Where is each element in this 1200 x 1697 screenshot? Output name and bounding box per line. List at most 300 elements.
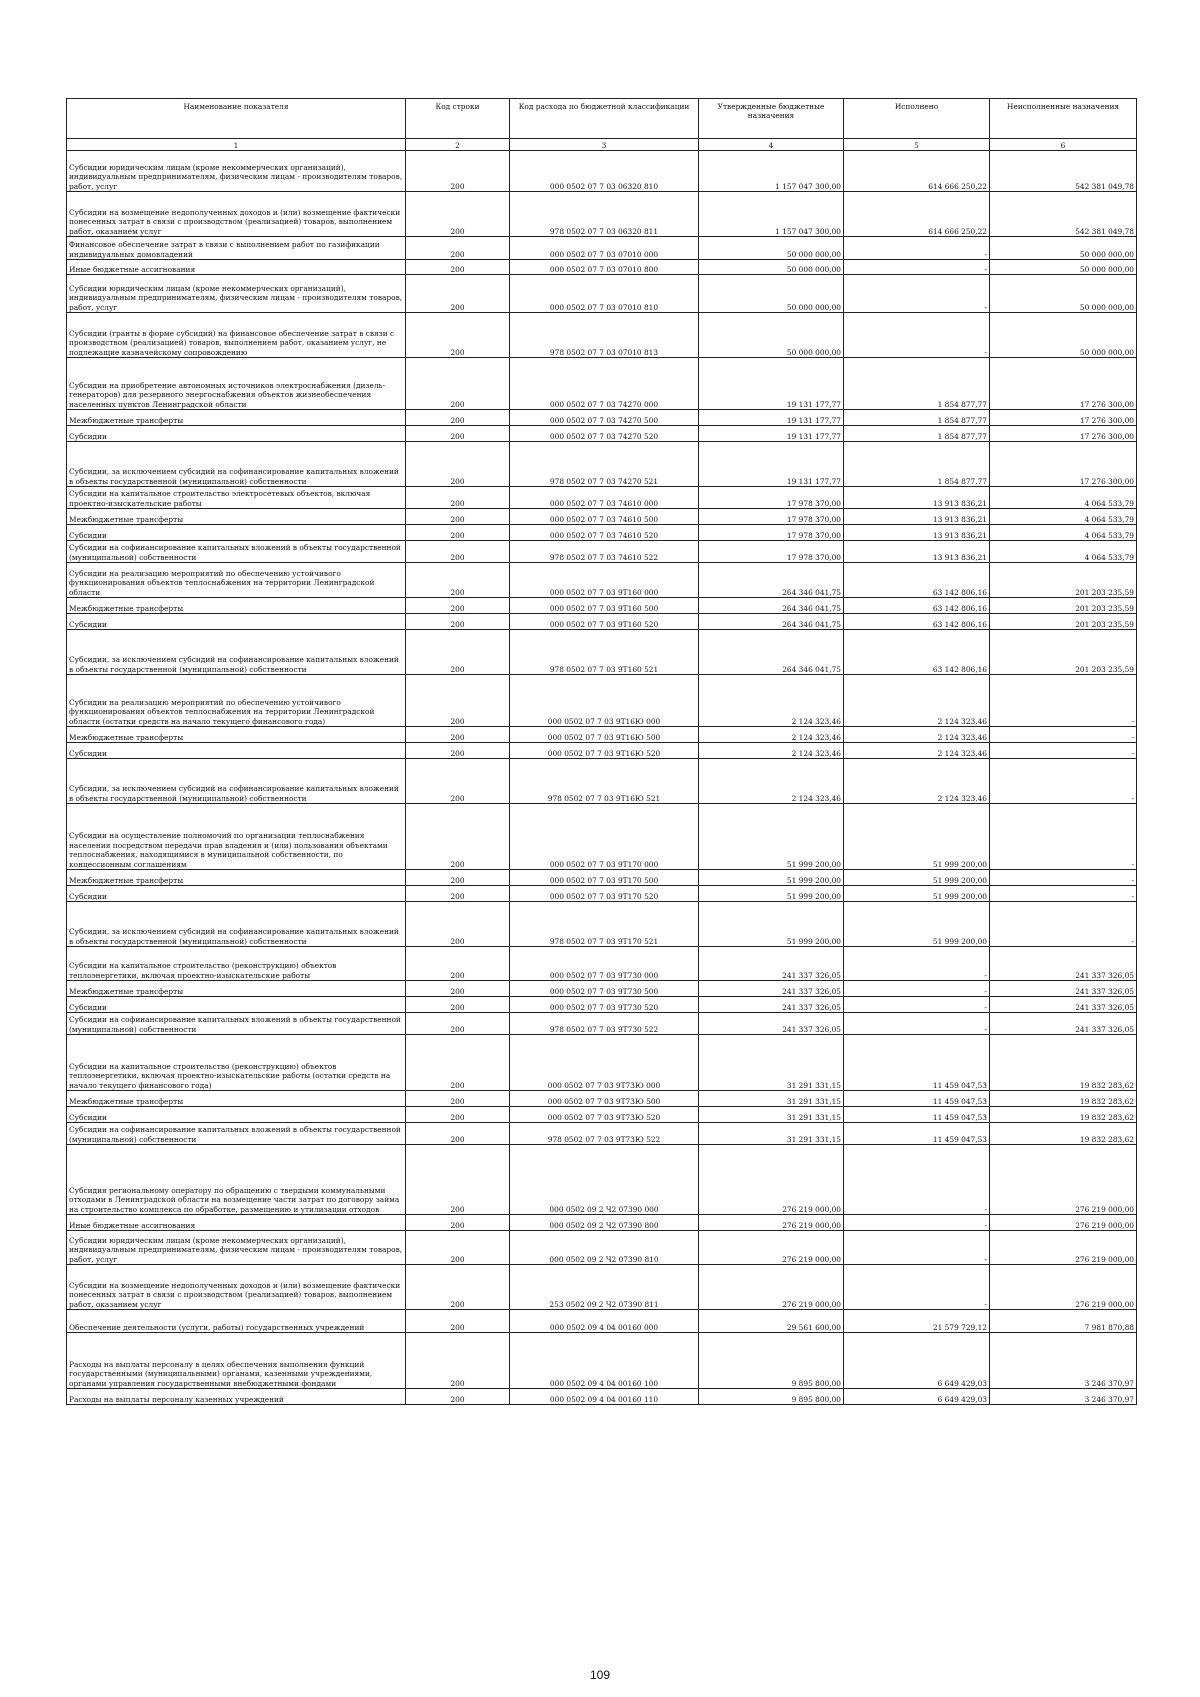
row-approved: 9 895 800,00 bbox=[699, 1389, 844, 1405]
row-approved: 264 346 041,75 bbox=[699, 630, 844, 675]
column-number: 6 bbox=[990, 139, 1137, 151]
row-line-code: 200 bbox=[406, 1310, 510, 1333]
column-number: 4 bbox=[699, 139, 844, 151]
table-row bbox=[67, 1389, 1137, 1405]
row-executed: - bbox=[844, 237, 990, 260]
row-line-code: 200 bbox=[406, 275, 510, 313]
row-unexecuted: 241 337 326,05 bbox=[990, 1013, 1137, 1035]
row-unexecuted: - bbox=[990, 675, 1137, 727]
row-line-code: 200 bbox=[406, 598, 510, 614]
row-approved: 2 124 323,46 bbox=[699, 675, 844, 727]
row-name: Субсидии bbox=[67, 614, 406, 630]
row-approved: 2 124 323,46 bbox=[699, 727, 844, 743]
row-approved: 51 999 200,00 bbox=[699, 870, 844, 886]
table-row bbox=[67, 358, 1137, 410]
row-name: Межбюджетные трансферты bbox=[67, 509, 406, 525]
table-row bbox=[67, 743, 1137, 759]
row-budget-code: 000 0502 07 7 03 9Т160 520 bbox=[510, 614, 699, 630]
row-name: Межбюджетные трансферты bbox=[67, 1091, 406, 1107]
row-budget-code: 000 0502 07 7 03 9Т730 500 bbox=[510, 981, 699, 997]
row-budget-code: 000 0502 09 2 Ч2 07390 810 bbox=[510, 1231, 699, 1265]
row-line-code: 200 bbox=[406, 525, 510, 541]
row-budget-code: 000 0502 09 4 04 00160 110 bbox=[510, 1389, 699, 1405]
row-executed: 63 142 806,16 bbox=[844, 630, 990, 675]
row-line-code: 200 bbox=[406, 1123, 510, 1145]
row-unexecuted: 50 000 000,00 bbox=[990, 260, 1137, 275]
row-name: Субсидии на софинансирование капитальных вложений в объекты государственной (муниципальной) собственности bbox=[67, 541, 406, 563]
row-approved: 17 978 370,00 bbox=[699, 509, 844, 525]
row-line-code: 200 bbox=[406, 1013, 510, 1035]
table-row bbox=[67, 541, 1137, 563]
row-line-code: 200 bbox=[406, 313, 510, 358]
row-name: Субсидии bbox=[67, 886, 406, 902]
row-executed: 63 142 806,16 bbox=[844, 614, 990, 630]
row-name: Обеспечение деятельности (услуги, работы) государственных учреждений bbox=[67, 1310, 406, 1333]
row-unexecuted: 4 064 533,79 bbox=[990, 541, 1137, 563]
row-line-code: 200 bbox=[406, 192, 510, 237]
row-budget-code: 000 0502 07 7 03 9Т170 520 bbox=[510, 886, 699, 902]
row-name: Межбюджетные трансферты bbox=[67, 727, 406, 743]
row-name: Субсидии на софинансирование капитальных вложений в объекты государственной (муниципальной) собственности bbox=[67, 1123, 406, 1145]
row-budget-code: 978 0502 07 7 03 9Т730 522 bbox=[510, 1013, 699, 1035]
row-unexecuted: - bbox=[990, 886, 1137, 902]
row-unexecuted: 4 064 533,79 bbox=[990, 509, 1137, 525]
row-unexecuted: - bbox=[990, 759, 1137, 804]
row-name: Субсидии на капитальное строительство электросетевых объектов, включая проектно-изыскательские работы bbox=[67, 487, 406, 509]
row-name: Субсидия региональному оператору по обращению с твердыми коммунальными отходами в Ленинградской области на возмещение части затрат по договору займа на строительство комплекса по обработке, размещению и утилизации отходов bbox=[67, 1145, 406, 1215]
row-budget-code: 000 0502 07 7 03 06320 810 bbox=[510, 151, 699, 192]
row-approved: 29 561 600,00 bbox=[699, 1310, 844, 1333]
row-executed: 51 999 200,00 bbox=[844, 902, 990, 947]
row-line-code: 200 bbox=[406, 260, 510, 275]
table-row bbox=[67, 509, 1137, 525]
row-budget-code: 000 0502 07 7 03 9Т16Ю 520 bbox=[510, 743, 699, 759]
row-unexecuted: 4 064 533,79 bbox=[990, 487, 1137, 509]
table-row bbox=[67, 981, 1137, 997]
row-name: Субсидии на капитальное строительство (реконструкцию) объектов теплоэнергетики, включая проектно-изыскательские работы (остатки средств на начало текущего финансового года) bbox=[67, 1035, 406, 1091]
row-approved: 50 000 000,00 bbox=[699, 237, 844, 260]
row-budget-code: 978 0502 07 7 03 9Т16Ю 521 bbox=[510, 759, 699, 804]
table-row bbox=[67, 1035, 1137, 1091]
row-executed: 6 649 429,03 bbox=[844, 1389, 990, 1405]
table-row bbox=[67, 759, 1137, 804]
row-name: Субсидии bbox=[67, 743, 406, 759]
row-executed: - bbox=[844, 997, 990, 1013]
row-approved: 1 157 047 300,00 bbox=[699, 151, 844, 192]
row-unexecuted: 19 832 283,62 bbox=[990, 1107, 1137, 1123]
row-budget-code: 000 0502 07 7 03 74270 500 bbox=[510, 410, 699, 426]
row-approved: 17 978 370,00 bbox=[699, 487, 844, 509]
row-budget-code: 000 0502 07 7 03 07010 800 bbox=[510, 260, 699, 275]
row-line-code: 200 bbox=[406, 886, 510, 902]
row-line-code: 200 bbox=[406, 487, 510, 509]
row-line-code: 200 bbox=[406, 727, 510, 743]
row-unexecuted: 50 000 000,00 bbox=[990, 313, 1137, 358]
row-unexecuted: 17 276 300,00 bbox=[990, 410, 1137, 426]
row-executed: 2 124 323,46 bbox=[844, 727, 990, 743]
row-line-code: 200 bbox=[406, 614, 510, 630]
row-line-code: 200 bbox=[406, 151, 510, 192]
row-unexecuted: 201 203 235,59 bbox=[990, 563, 1137, 598]
row-approved: 264 346 041,75 bbox=[699, 614, 844, 630]
row-executed: 6 649 429,03 bbox=[844, 1333, 990, 1389]
row-name: Субсидии на реализацию мероприятий по обеспечению устойчивого функционирования объектов теплоснабжения на территории Ленинградской области bbox=[67, 563, 406, 598]
row-unexecuted: 276 219 000,00 bbox=[990, 1215, 1137, 1231]
row-budget-code: 000 0502 07 7 03 9Т170 500 bbox=[510, 870, 699, 886]
table-row bbox=[67, 151, 1137, 192]
row-name: Финансовое обеспечение затрат в связи с выполнением работ по газификации индивидуальных домовладений bbox=[67, 237, 406, 260]
row-approved: 276 219 000,00 bbox=[699, 1231, 844, 1265]
row-approved: 50 000 000,00 bbox=[699, 260, 844, 275]
table-row bbox=[67, 237, 1137, 260]
row-line-code: 200 bbox=[406, 1107, 510, 1123]
row-unexecuted: 19 832 283,62 bbox=[990, 1035, 1137, 1091]
row-line-code: 200 bbox=[406, 563, 510, 598]
table-row bbox=[67, 804, 1137, 870]
header-row bbox=[67, 99, 1137, 139]
row-unexecuted: 3 246 370,97 bbox=[990, 1333, 1137, 1389]
row-budget-code: 978 0502 07 7 03 06320 811 bbox=[510, 192, 699, 237]
row-executed: - bbox=[844, 1265, 990, 1310]
row-approved: 241 337 326,05 bbox=[699, 1013, 844, 1035]
header-unexecuted: Неисполненные назначения bbox=[990, 99, 1137, 139]
table-row bbox=[67, 870, 1137, 886]
row-unexecuted: 542 381 049,78 bbox=[990, 151, 1137, 192]
table-row bbox=[67, 675, 1137, 727]
row-budget-code: 000 0502 07 7 03 07010 000 bbox=[510, 237, 699, 260]
header-indicator-name: Наименование показателя bbox=[67, 99, 406, 139]
row-executed: 13 913 836,21 bbox=[844, 541, 990, 563]
row-name: Субсидии на возмещение недополученных доходов и (или) возмещение фактически понесенных затрат в связи с производством (реализацией) товаров, выполнением работ, оказанием услуг bbox=[67, 1265, 406, 1310]
row-budget-code: 000 0502 07 7 03 9Т160 000 bbox=[510, 563, 699, 598]
row-name: Субсидии юридическим лицам (кроме некоммерческих организаций), индивидуальным предпринимателям, физическим лицам - производителям товаров, работ, услуг bbox=[67, 1231, 406, 1265]
row-approved: 31 291 331,15 bbox=[699, 1035, 844, 1091]
row-name: Иные бюджетные ассигнования bbox=[67, 260, 406, 275]
table-row bbox=[67, 525, 1137, 541]
row-line-code: 200 bbox=[406, 426, 510, 442]
row-name: Субсидии на реализацию мероприятий по обеспечению устойчивого функционирования объектов теплоснабжения на территории Ленинградской области (остатки средств на начало текущего финансового года) bbox=[67, 675, 406, 727]
row-approved: 9 895 800,00 bbox=[699, 1333, 844, 1389]
row-line-code: 200 bbox=[406, 1035, 510, 1091]
row-budget-code: 000 0502 07 7 03 74270 000 bbox=[510, 358, 699, 410]
row-line-code: 200 bbox=[406, 541, 510, 563]
row-approved: 264 346 041,75 bbox=[699, 598, 844, 614]
table-body bbox=[67, 151, 1137, 1405]
row-unexecuted: 241 337 326,05 bbox=[990, 997, 1137, 1013]
row-name: Субсидии bbox=[67, 426, 406, 442]
row-name: Межбюджетные трансферты bbox=[67, 598, 406, 614]
row-budget-code: 978 0502 07 7 03 74270 521 bbox=[510, 442, 699, 487]
row-unexecuted: 4 064 533,79 bbox=[990, 525, 1137, 541]
row-budget-code: 000 0502 07 7 03 9Т170 000 bbox=[510, 804, 699, 870]
row-name: Субсидии bbox=[67, 997, 406, 1013]
row-unexecuted: 19 832 283,62 bbox=[990, 1091, 1137, 1107]
row-budget-code: 000 0502 07 7 03 9Т730 000 bbox=[510, 947, 699, 981]
row-executed: 11 459 047,53 bbox=[844, 1107, 990, 1123]
table-row bbox=[67, 1231, 1137, 1265]
table-row bbox=[67, 563, 1137, 598]
row-approved: 17 978 370,00 bbox=[699, 525, 844, 541]
row-executed: 1 854 877,77 bbox=[844, 410, 990, 426]
row-executed: 63 142 806,16 bbox=[844, 598, 990, 614]
row-line-code: 200 bbox=[406, 1231, 510, 1265]
row-budget-code: 253 0502 09 2 Ч2 07390 811 bbox=[510, 1265, 699, 1310]
row-budget-code: 000 0502 09 4 04 00160 000 bbox=[510, 1310, 699, 1333]
row-budget-code: 000 0502 07 7 03 9Т16Ю 000 bbox=[510, 675, 699, 727]
row-unexecuted: 201 203 235,59 bbox=[990, 630, 1137, 675]
row-approved: 2 124 323,46 bbox=[699, 743, 844, 759]
row-unexecuted: 241 337 326,05 bbox=[990, 981, 1137, 997]
row-name: Субсидии юридическим лицам (кроме некоммерческих организаций), индивидуальным предпринимателям, физическим лицам - производителям товаров, работ, услуг bbox=[67, 275, 406, 313]
row-executed: 51 999 200,00 bbox=[844, 886, 990, 902]
row-line-code: 200 bbox=[406, 630, 510, 675]
row-line-code: 200 bbox=[406, 358, 510, 410]
row-line-code: 200 bbox=[406, 759, 510, 804]
row-line-code: 200 bbox=[406, 237, 510, 260]
row-unexecuted: 19 832 283,62 bbox=[990, 1123, 1137, 1145]
row-line-code: 200 bbox=[406, 981, 510, 997]
row-budget-code: 000 0502 07 7 03 9Т160 500 bbox=[510, 598, 699, 614]
table-row bbox=[67, 1123, 1137, 1145]
row-approved: 19 131 177,77 bbox=[699, 426, 844, 442]
row-approved: 19 131 177,77 bbox=[699, 410, 844, 426]
row-executed: - bbox=[844, 1231, 990, 1265]
row-approved: 241 337 326,05 bbox=[699, 947, 844, 981]
row-approved: 276 219 000,00 bbox=[699, 1145, 844, 1215]
header-approved: Утвержденные бюджетные назначения bbox=[699, 99, 844, 139]
row-budget-code: 000 0502 07 7 03 9Т730 520 bbox=[510, 997, 699, 1013]
row-executed: 63 142 806,16 bbox=[844, 563, 990, 598]
row-unexecuted: 201 203 235,59 bbox=[990, 598, 1137, 614]
column-number: 5 bbox=[844, 139, 990, 151]
row-executed: 2 124 323,46 bbox=[844, 675, 990, 727]
table-row bbox=[67, 410, 1137, 426]
row-unexecuted: - bbox=[990, 727, 1137, 743]
row-line-code: 200 bbox=[406, 509, 510, 525]
table-row bbox=[67, 614, 1137, 630]
row-approved: 264 346 041,75 bbox=[699, 563, 844, 598]
budget-execution-table bbox=[66, 98, 1137, 1405]
row-budget-code: 000 0502 07 7 03 9Т73Ю 500 bbox=[510, 1091, 699, 1107]
row-approved: 276 219 000,00 bbox=[699, 1215, 844, 1231]
row-executed: 51 999 200,00 bbox=[844, 804, 990, 870]
row-unexecuted: - bbox=[990, 870, 1137, 886]
table-row bbox=[67, 1145, 1137, 1215]
row-budget-code: 000 0502 07 7 03 07010 810 bbox=[510, 275, 699, 313]
row-executed: - bbox=[844, 947, 990, 981]
row-approved: 51 999 200,00 bbox=[699, 886, 844, 902]
row-executed: 1 854 877,77 bbox=[844, 442, 990, 487]
page-number: 109 bbox=[589, 1668, 611, 1682]
row-budget-code: 000 0502 07 7 03 9Т73Ю 000 bbox=[510, 1035, 699, 1091]
row-line-code: 200 bbox=[406, 410, 510, 426]
table-row bbox=[67, 1215, 1137, 1231]
row-line-code: 200 bbox=[406, 1265, 510, 1310]
table-row bbox=[67, 426, 1137, 442]
row-budget-code: 000 0502 07 7 03 9Т16Ю 500 bbox=[510, 727, 699, 743]
table-row bbox=[67, 902, 1137, 947]
row-unexecuted: 3 246 370,97 bbox=[990, 1389, 1137, 1405]
row-name: Межбюджетные трансферты bbox=[67, 870, 406, 886]
table-row bbox=[67, 1333, 1137, 1389]
row-executed: 51 999 200,00 bbox=[844, 870, 990, 886]
column-number: 1 bbox=[67, 139, 406, 151]
report-table-container bbox=[66, 98, 1136, 1405]
column-number: 2 bbox=[406, 139, 510, 151]
row-unexecuted: 17 276 300,00 bbox=[990, 426, 1137, 442]
table-row bbox=[67, 260, 1137, 275]
table-row bbox=[67, 1091, 1137, 1107]
row-unexecuted: 276 219 000,00 bbox=[990, 1231, 1137, 1265]
row-approved: 19 131 177,77 bbox=[699, 442, 844, 487]
row-name: Субсидии, за исключением субсидий на софинансирование капитальных вложений в объекты государственной (муниципальной) собственности bbox=[67, 630, 406, 675]
row-budget-code: 000 0502 09 2 Ч2 07390 800 bbox=[510, 1215, 699, 1231]
row-executed: 11 459 047,53 bbox=[844, 1091, 990, 1107]
header-line-code: Код строки bbox=[406, 99, 510, 139]
row-name: Межбюджетные трансферты bbox=[67, 981, 406, 997]
row-name: Субсидии на софинансирование капитальных вложений в объекты государственной (муниципальной) собственности bbox=[67, 1013, 406, 1035]
header-budget-code: Код расхода по бюджетной классификации bbox=[510, 99, 699, 139]
table-row bbox=[67, 1107, 1137, 1123]
row-budget-code: 978 0502 07 7 03 9Т170 521 bbox=[510, 902, 699, 947]
row-executed: 1 854 877,77 bbox=[844, 358, 990, 410]
row-line-code: 200 bbox=[406, 997, 510, 1013]
row-line-code: 200 bbox=[406, 1091, 510, 1107]
row-executed: - bbox=[844, 313, 990, 358]
row-name: Субсидии юридическим лицам (кроме некоммерческих организаций), индивидуальным предпринимателям, физическим лицам - производителям товаров, работ, услуг bbox=[67, 151, 406, 192]
table-row bbox=[67, 598, 1137, 614]
row-approved: 31 291 331,15 bbox=[699, 1091, 844, 1107]
row-budget-code: 978 0502 07 7 03 9Т73Ю 522 bbox=[510, 1123, 699, 1145]
row-name: Субсидии на осуществление полномочий по организации теплоснабжения населения посредством передачи прав владения и (или) пользования объектами теплоснабжения, находящимися в муниципальной собственности, по концессионным соглашениям bbox=[67, 804, 406, 870]
row-executed: 614 666 250,22 bbox=[844, 192, 990, 237]
table-row bbox=[67, 487, 1137, 509]
row-executed: - bbox=[844, 260, 990, 275]
row-approved: 241 337 326,05 bbox=[699, 997, 844, 1013]
row-executed: - bbox=[844, 275, 990, 313]
row-approved: 51 999 200,00 bbox=[699, 804, 844, 870]
row-executed: 2 124 323,46 bbox=[844, 743, 990, 759]
row-name: Субсидии на возмещение недополученных доходов и (или) возмещение фактически понесенных затрат в связи с производством (реализацией) товаров, выполнением работ, оказанием услуг bbox=[67, 192, 406, 237]
row-approved: 2 124 323,46 bbox=[699, 759, 844, 804]
header-executed: Исполнено bbox=[844, 99, 990, 139]
row-unexecuted: - bbox=[990, 902, 1137, 947]
row-unexecuted: 17 276 300,00 bbox=[990, 442, 1137, 487]
row-approved: 17 978 370,00 bbox=[699, 541, 844, 563]
row-line-code: 200 bbox=[406, 1145, 510, 1215]
row-executed: 13 913 836,21 bbox=[844, 487, 990, 509]
row-line-code: 200 bbox=[406, 1389, 510, 1405]
row-budget-code: 000 0502 09 2 Ч2 07390 000 bbox=[510, 1145, 699, 1215]
table-row bbox=[67, 630, 1137, 675]
table-row bbox=[67, 1013, 1137, 1035]
row-name: Межбюджетные трансферты bbox=[67, 410, 406, 426]
column-number: 3 bbox=[510, 139, 699, 151]
row-name: Расходы на выплаты персоналу в целях обеспечения выполнения функций государственными (муниципальными) органами, казенными учреждениями, органами управления государственными внебюджетными фондами bbox=[67, 1333, 406, 1389]
row-executed: 13 913 836,21 bbox=[844, 525, 990, 541]
row-line-code: 200 bbox=[406, 743, 510, 759]
row-line-code: 200 bbox=[406, 442, 510, 487]
row-approved: 51 999 200,00 bbox=[699, 902, 844, 947]
row-budget-code: 000 0502 09 4 04 00160 100 bbox=[510, 1333, 699, 1389]
row-executed: 21 579 729,12 bbox=[844, 1310, 990, 1333]
row-unexecuted: - bbox=[990, 743, 1137, 759]
row-executed: - bbox=[844, 1145, 990, 1215]
row-budget-code: 000 0502 07 7 03 74610 500 bbox=[510, 509, 699, 525]
table-row bbox=[67, 1310, 1137, 1333]
row-budget-code: 000 0502 07 7 03 9Т73Ю 520 bbox=[510, 1107, 699, 1123]
row-unexecuted: 276 219 000,00 bbox=[990, 1265, 1137, 1310]
column-number-row bbox=[67, 139, 1137, 151]
row-executed: 1 854 877,77 bbox=[844, 426, 990, 442]
table-row bbox=[67, 313, 1137, 358]
row-unexecuted: 17 276 300,00 bbox=[990, 358, 1137, 410]
row-name: Иные бюджетные ассигнования bbox=[67, 1215, 406, 1231]
row-name: Субсидии, за исключением субсидий на софинансирование капитальных вложений в объекты государственной (муниципальной) собственности bbox=[67, 902, 406, 947]
row-unexecuted: - bbox=[990, 804, 1137, 870]
row-unexecuted: 241 337 326,05 bbox=[990, 947, 1137, 981]
row-line-code: 200 bbox=[406, 1333, 510, 1389]
row-unexecuted: 542 381 049,78 bbox=[990, 192, 1137, 237]
row-name: Субсидии (гранты в форме субсидий) на финансовое обеспечение затрат в связи с производством (реализацией) товаров, выполнением работ, оказанием услуг, не подлежащие казначейскому сопровождению bbox=[67, 313, 406, 358]
row-executed: 614 666 250,22 bbox=[844, 151, 990, 192]
table-row bbox=[67, 886, 1137, 902]
table-row bbox=[67, 275, 1137, 313]
row-approved: 31 291 331,15 bbox=[699, 1107, 844, 1123]
row-unexecuted: 7 981 870,88 bbox=[990, 1310, 1137, 1333]
row-executed: 11 459 047,53 bbox=[844, 1123, 990, 1145]
row-unexecuted: 276 219 000,00 bbox=[990, 1145, 1137, 1215]
row-budget-code: 978 0502 07 7 03 9Т160 521 bbox=[510, 630, 699, 675]
table-row bbox=[67, 192, 1137, 237]
row-line-code: 200 bbox=[406, 804, 510, 870]
row-executed: 13 913 836,21 bbox=[844, 509, 990, 525]
row-executed: - bbox=[844, 1215, 990, 1231]
row-budget-code: 000 0502 07 7 03 74610 520 bbox=[510, 525, 699, 541]
table-row bbox=[67, 997, 1137, 1013]
row-approved: 19 131 177,77 bbox=[699, 358, 844, 410]
row-unexecuted: 201 203 235,59 bbox=[990, 614, 1137, 630]
row-line-code: 200 bbox=[406, 947, 510, 981]
row-approved: 241 337 326,05 bbox=[699, 981, 844, 997]
row-line-code: 200 bbox=[406, 902, 510, 947]
row-name: Расходы на выплаты персоналу казенных учреждений bbox=[67, 1389, 406, 1405]
row-unexecuted: 50 000 000,00 bbox=[990, 275, 1137, 313]
row-budget-code: 978 0502 07 7 03 07010 813 bbox=[510, 313, 699, 358]
row-name: Субсидии на приобретение автономных источников электроснабжения (дизель-генераторов) для резервного энергоснабжения объектов жизнеобеспечения населенных пунктов Ленинградской области bbox=[67, 358, 406, 410]
row-line-code: 200 bbox=[406, 675, 510, 727]
row-executed: 2 124 323,46 bbox=[844, 759, 990, 804]
row-approved: 50 000 000,00 bbox=[699, 313, 844, 358]
row-name: Субсидии bbox=[67, 525, 406, 541]
row-unexecuted: 50 000 000,00 bbox=[990, 237, 1137, 260]
row-executed: - bbox=[844, 981, 990, 997]
table-row bbox=[67, 442, 1137, 487]
row-name: Субсидии bbox=[67, 1107, 406, 1123]
row-line-code: 200 bbox=[406, 870, 510, 886]
row-budget-code: 000 0502 07 7 03 74270 520 bbox=[510, 426, 699, 442]
row-approved: 276 219 000,00 bbox=[699, 1265, 844, 1310]
row-budget-code: 000 0502 07 7 03 74610 000 bbox=[510, 487, 699, 509]
row-executed: - bbox=[844, 1013, 990, 1035]
row-approved: 1 157 047 300,00 bbox=[699, 192, 844, 237]
row-executed: 11 459 047,53 bbox=[844, 1035, 990, 1091]
row-line-code: 200 bbox=[406, 1215, 510, 1231]
table-row bbox=[67, 727, 1137, 743]
row-approved: 31 291 331,15 bbox=[699, 1123, 844, 1145]
row-budget-code: 978 0502 07 7 03 74610 522 bbox=[510, 541, 699, 563]
row-name: Субсидии, за исключением субсидий на софинансирование капитальных вложений в объекты государственной (муниципальной) собственности bbox=[67, 759, 406, 804]
